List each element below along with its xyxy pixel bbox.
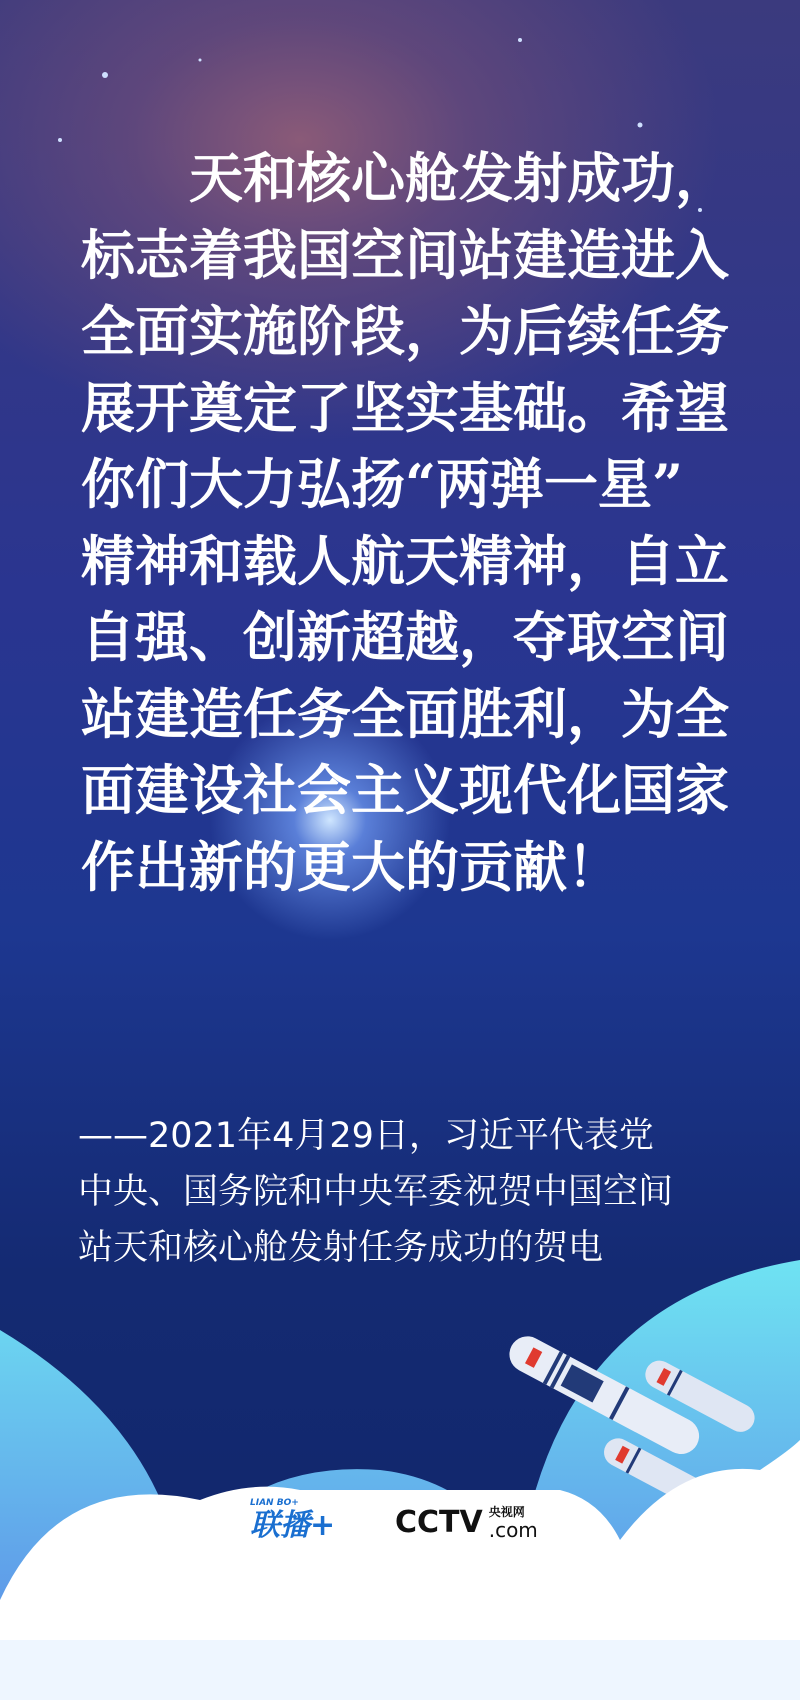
cctv-logo-com: .com [488, 1518, 538, 1542]
text-line: 自强、创新超越，夺取空间 [81, 605, 729, 669]
lianbo-logo-main: 联播+ [250, 1508, 336, 1543]
attribution-line: 站天和核心舱发射任务成功的贺电 [78, 1228, 604, 1268]
attribution-text [78, 1108, 758, 1276]
lianbo-logo-small: LIAN BO+ [250, 1498, 299, 1508]
cctv-logo-cn: 央视网 [488, 1505, 525, 1519]
text-line: 全面实施阶段，为后续任务 [81, 299, 729, 363]
text-line: 站建造任务全面胜利，为全 [81, 681, 729, 746]
attribution-line: ——2021年4月29日，习近平代表党 [78, 1116, 654, 1156]
text-line: 天和核心舱发射成功， [81, 146, 729, 210]
main-quote-text [81, 140, 741, 905]
cctv-logo-main: CCTV [395, 1505, 483, 1540]
text-line: 面建设社会主义现代化国家 [81, 758, 729, 822]
cctv-logo [395, 1505, 538, 1541]
attribution-line: 中央、国务院和中央军委祝贺中国空间 [78, 1172, 674, 1212]
text-line: 作出新的更大的贡献！ [81, 834, 621, 899]
lianbo-logo [250, 1498, 335, 1543]
text-line: 你们大力弘扬“两弹一星” [81, 452, 684, 516]
text-line: 标志着我国空间站建造进入 [81, 222, 729, 287]
cloud-base [0, 1640, 800, 1700]
text-line: 展开奠定了坚实基础。希望 [81, 375, 729, 440]
text-line: 精神和载人航天精神，自立 [81, 528, 729, 593]
